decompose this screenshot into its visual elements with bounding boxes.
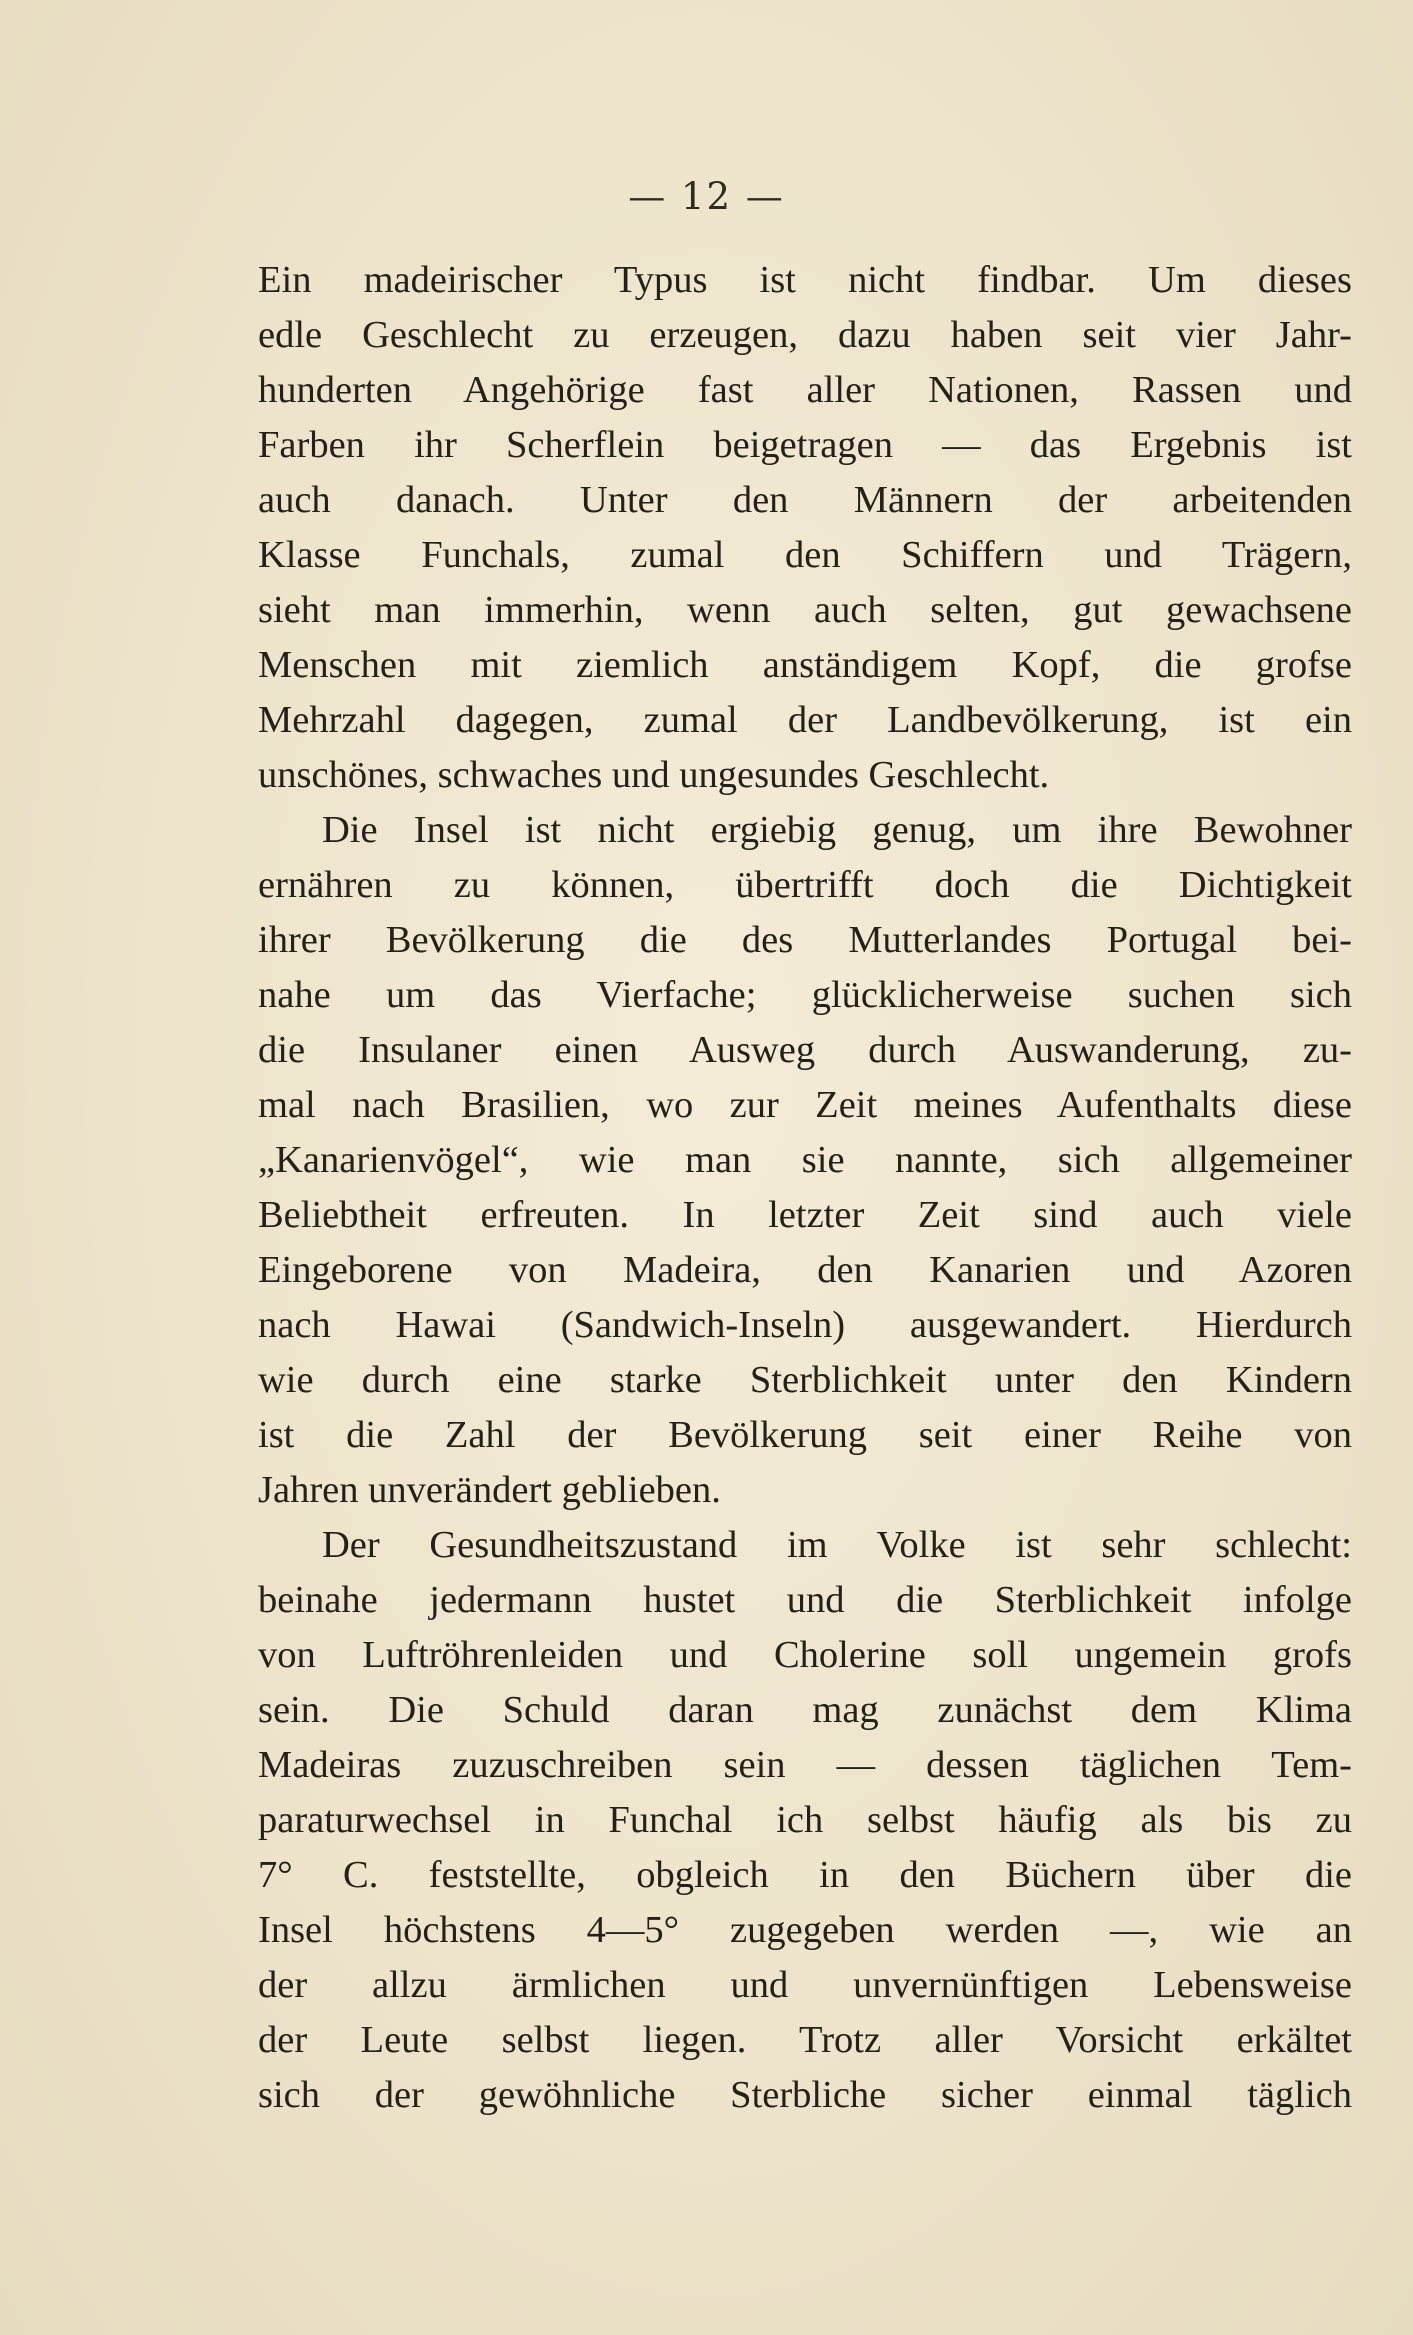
text-line: Farben ihr Scherflein beigetragen — das Ergebnis ist <box>258 424 1352 466</box>
paragraph-start-line: Der Gesundheitszustand im Volke ist sehr schlecht: <box>322 1524 1352 1566</box>
text-line: die Insulaner einen Ausweg durch Auswanderung, zu- <box>258 1029 1352 1071</box>
text-line: nach Hawai (Sandwich-Inseln) ausgewandert. Hierdurch <box>258 1304 1352 1346</box>
text-line: paraturwechsel in Funchal ich selbst häufig als bis zu <box>258 1799 1352 1841</box>
text-line: Jahren unverändert geblieben. <box>258 1469 721 1511</box>
text-line: ernähren zu können, übertrifft doch die Dichtigkeit <box>258 864 1352 906</box>
text-line: Beliebtheit erfreuten. In letzter Zeit sind auch viele <box>258 1194 1352 1236</box>
text-line: sich der gewöhnliche Sterbliche sicher einmal täglich <box>258 2074 1352 2116</box>
text-line: hunderten Angehörige fast aller Nationen, Rassen und <box>258 369 1352 411</box>
text-line: Mehrzahl dagegen, zumal der Landbevölkerung, ist ein <box>258 699 1352 741</box>
text-line: der Leute selbst liegen. Trotz aller Vorsicht erkältet <box>258 2019 1352 2061</box>
text-line: Madeiras zuzuschreiben sein — dessen täglichen Tem- <box>258 1744 1352 1786</box>
text-line: 7° C. feststellte, obgleich in den Büchern über die <box>258 1854 1352 1896</box>
text-line: Klasse Funchals, zumal den Schiffern und Trägern, <box>258 534 1352 576</box>
text-line: sieht man immerhin, wenn auch selten, gut gewachsene <box>258 589 1352 631</box>
page-number: — 12 — <box>628 175 785 218</box>
text-line: beinahe jedermann hustet und die Sterblichkeit infolge <box>258 1579 1352 1621</box>
text-line: von Luftröhrenleiden und Cholerine soll ungemein grofs <box>258 1634 1352 1676</box>
text-line: Ein madeirischer Typus ist nicht findbar. Um dieses <box>258 259 1352 301</box>
text-line: auch danach. Unter den Männern der arbeitenden <box>258 479 1352 521</box>
text-line: edle Geschlecht zu erzeugen, dazu haben seit vier Jahr- <box>258 314 1352 356</box>
text-line: ist die Zahl der Bevölkerung seit einer Reihe von <box>258 1414 1352 1456</box>
paragraph-start-line: Die Insel ist nicht ergiebig genug, um ihre Bewohner <box>322 809 1352 851</box>
text-line: sein. Die Schuld daran mag zunächst dem Klima <box>258 1689 1352 1731</box>
text-line: unschönes, schwaches und ungesundes Geschlecht. <box>258 754 1050 796</box>
text-line: „Kanarienvögel“, wie man sie nannte, sich allgemeiner <box>258 1139 1352 1181</box>
text-line: Menschen mit ziemlich anständigem Kopf, die grofse <box>258 644 1352 686</box>
text-line: der allzu ärmlichen und unvernünftigen Lebensweise <box>258 1964 1352 2006</box>
text-line: Eingeborene von Madeira, den Kanarien und Azoren <box>258 1249 1352 1291</box>
text-line: ihrer Bevölkerung die des Mutterlandes Portugal bei- <box>258 919 1352 961</box>
text-line: mal nach Brasilien, wo zur Zeit meines Aufenthalts diese <box>258 1084 1352 1126</box>
text-line: nahe um das Vierfache; glücklicherweise suchen sich <box>258 974 1352 1016</box>
text-line: wie durch eine starke Sterblichkeit unter den Kindern <box>258 1359 1352 1401</box>
text-line: Insel höchstens 4—5° zugegeben werden —, wie an <box>258 1909 1352 1951</box>
